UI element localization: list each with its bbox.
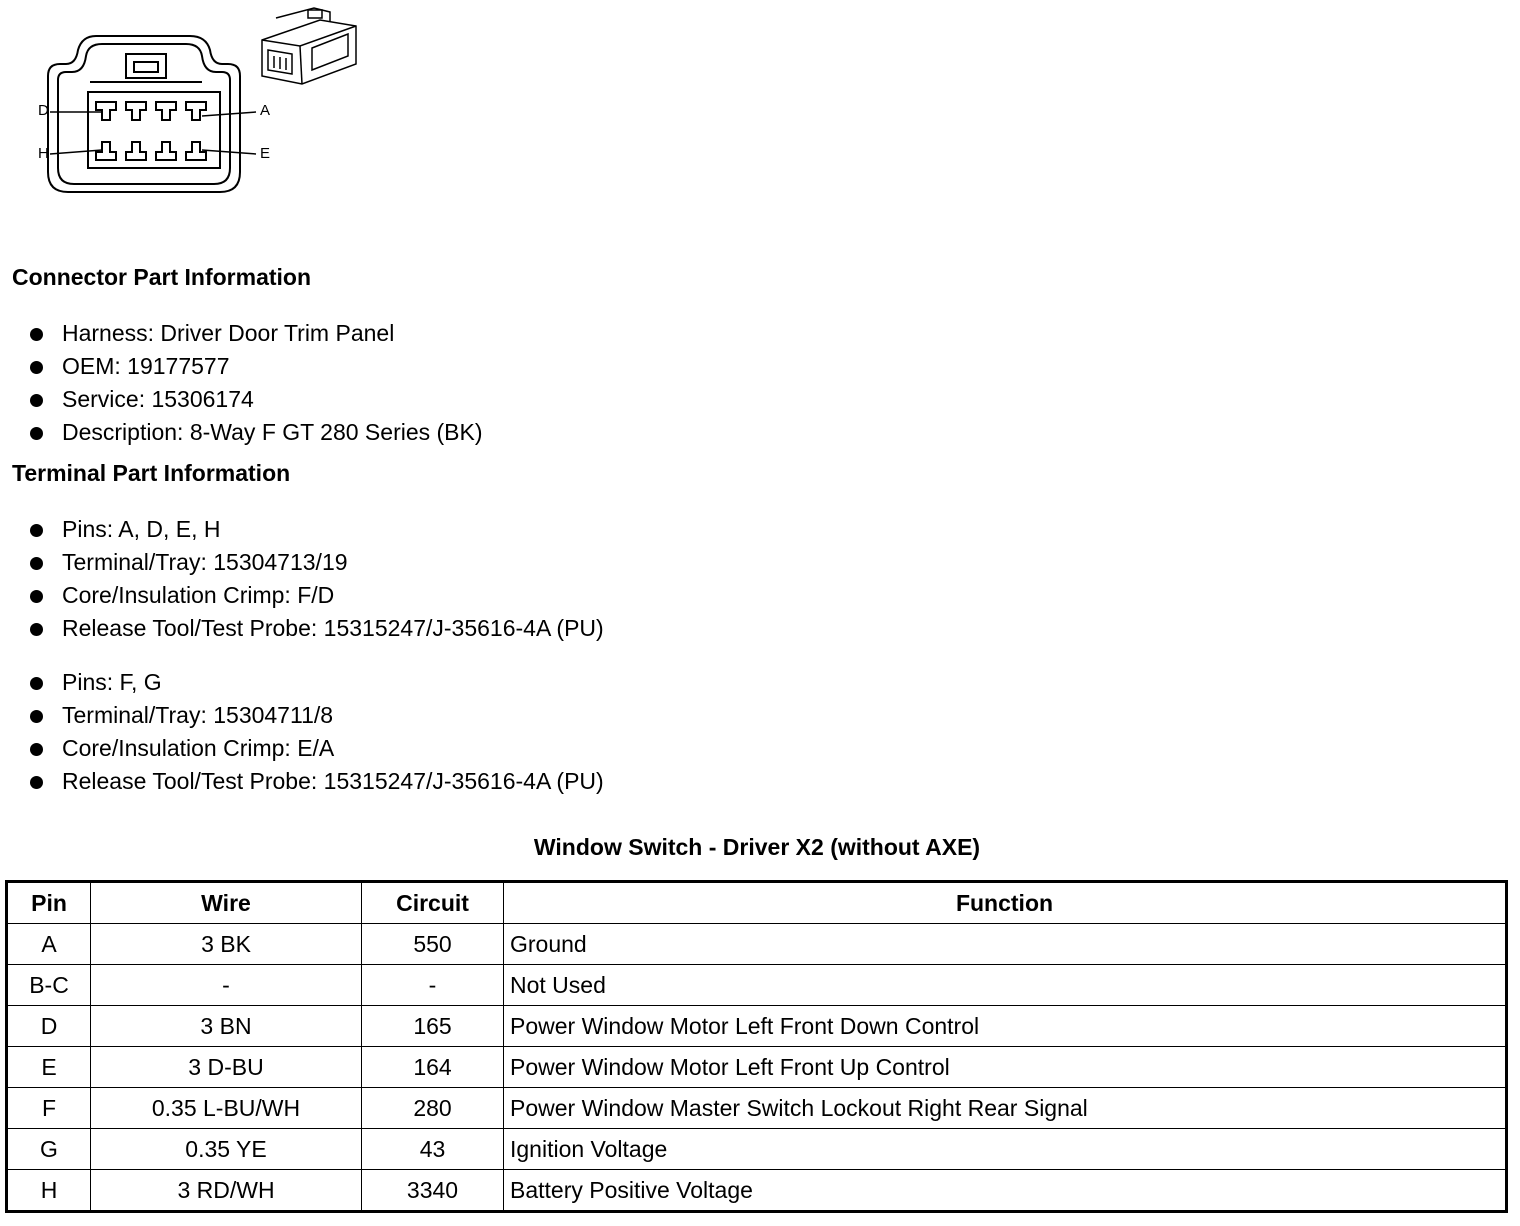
cell-pin: H: [7, 1170, 91, 1212]
terminal-part-group-2: [30, 666, 604, 798]
cell-circuit: 43: [362, 1129, 504, 1170]
cell-function: Battery Positive Voltage: [504, 1170, 1507, 1212]
cell-circuit: 280: [362, 1088, 504, 1129]
table-row: [7, 924, 1507, 965]
bullet-icon: [30, 590, 43, 603]
cell-pin: G: [7, 1129, 91, 1170]
connector-face-diagram: [30, 6, 370, 196]
bullet-icon: [30, 394, 43, 407]
connector-latch: [126, 54, 166, 78]
list-item: Terminal/Tray: 15304713/19: [30, 546, 604, 579]
cell-pin: F: [7, 1088, 91, 1129]
bullet-icon: [30, 328, 43, 341]
table-row: [7, 1047, 1507, 1088]
pin-label-h: H: [38, 145, 49, 162]
connector-part-information-list: [30, 317, 483, 449]
pin-label-d: D: [38, 102, 49, 119]
column-header-wire: Wire: [91, 882, 362, 924]
bullet-icon: [30, 677, 43, 690]
cell-wire: 3 BN: [91, 1006, 362, 1047]
bullet-icon: [30, 524, 43, 537]
terminal-part-information-heading: Terminal Part Information: [12, 460, 291, 486]
cell-circuit: 164: [362, 1047, 504, 1088]
bullet-icon: [30, 623, 43, 636]
table-row: [7, 965, 1507, 1006]
bullet-icon: [30, 776, 43, 789]
bullet-icon: [30, 743, 43, 756]
cell-function: Power Window Master Switch Lockout Right Rear Signal: [504, 1088, 1507, 1129]
cell-function: Ignition Voltage: [504, 1129, 1507, 1170]
cell-pin: D: [7, 1006, 91, 1047]
column-header-circuit: Circuit: [362, 882, 504, 924]
table-row: [7, 1129, 1507, 1170]
list-item: Release Tool/Test Probe: 15315247/J-35616-4A (PU): [30, 765, 604, 798]
column-header-function: Function: [504, 882, 1507, 924]
list-item: Pins: F, G: [30, 666, 604, 699]
cell-wire: 0.35 L-BU/WH: [91, 1088, 362, 1129]
list-item: Harness: Driver Door Trim Panel: [30, 317, 483, 350]
list-item: Description: 8-Way F GT 280 Series (BK): [30, 416, 483, 449]
pin-cavity-block: [88, 92, 220, 168]
table-row: [7, 1088, 1507, 1129]
cell-wire: 3 D-BU: [91, 1047, 362, 1088]
bullet-icon: [30, 427, 43, 440]
list-item: Service: 15306174: [30, 383, 483, 416]
list-item: Terminal/Tray: 15304711/8: [30, 699, 604, 732]
cell-wire: 3 BK: [91, 924, 362, 965]
cell-wire: 0.35 YE: [91, 1129, 362, 1170]
bullet-icon: [30, 361, 43, 374]
cell-wire: 3 RD/WH: [91, 1170, 362, 1212]
bullet-icon: [30, 557, 43, 570]
cell-pin: B-C: [7, 965, 91, 1006]
bottom-row-terminals: [96, 142, 206, 160]
pin-label-a: A: [260, 102, 271, 119]
bullet-icon: [30, 710, 43, 723]
cell-pin: E: [7, 1047, 91, 1088]
column-header-pin: Pin: [7, 882, 91, 924]
connector-inner-housing: [58, 44, 230, 184]
cell-pin: A: [7, 924, 91, 965]
list-item: Core/Insulation Crimp: F/D: [30, 579, 604, 612]
pin-label-e: E: [260, 145, 271, 162]
cell-function: Power Window Motor Left Front Up Control: [504, 1047, 1507, 1088]
cell-circuit: 3340: [362, 1170, 504, 1212]
list-item: Core/Insulation Crimp: E/A: [30, 732, 604, 765]
list-item: Release Tool/Test Probe: 15315247/J-35616-4A (PU): [30, 612, 604, 645]
cell-circuit: 165: [362, 1006, 504, 1047]
cell-function: Power Window Motor Left Front Down Control: [504, 1006, 1507, 1047]
cell-function: Not Used: [504, 965, 1507, 1006]
connector-part-information-heading: Connector Part Information: [12, 264, 312, 290]
cell-wire: -: [91, 965, 362, 1006]
pin-table: [5, 880, 1508, 1213]
cell-function: Ground: [504, 924, 1507, 965]
top-row-terminals: [96, 102, 206, 120]
cell-circuit: 550: [362, 924, 504, 965]
pin-table-title: Window Switch - Driver X2 (without AXE): [533, 834, 981, 860]
table-row: [7, 1006, 1507, 1047]
list-item: OEM: 19177577: [30, 350, 483, 383]
terminal-part-group-1: [30, 513, 604, 645]
table-row: [7, 1170, 1507, 1212]
cell-circuit: -: [362, 965, 504, 1006]
connector-isometric-thumbnail: [262, 8, 356, 84]
list-item: Pins: A, D, E, H: [30, 513, 604, 546]
table-header-row: [7, 882, 1507, 924]
